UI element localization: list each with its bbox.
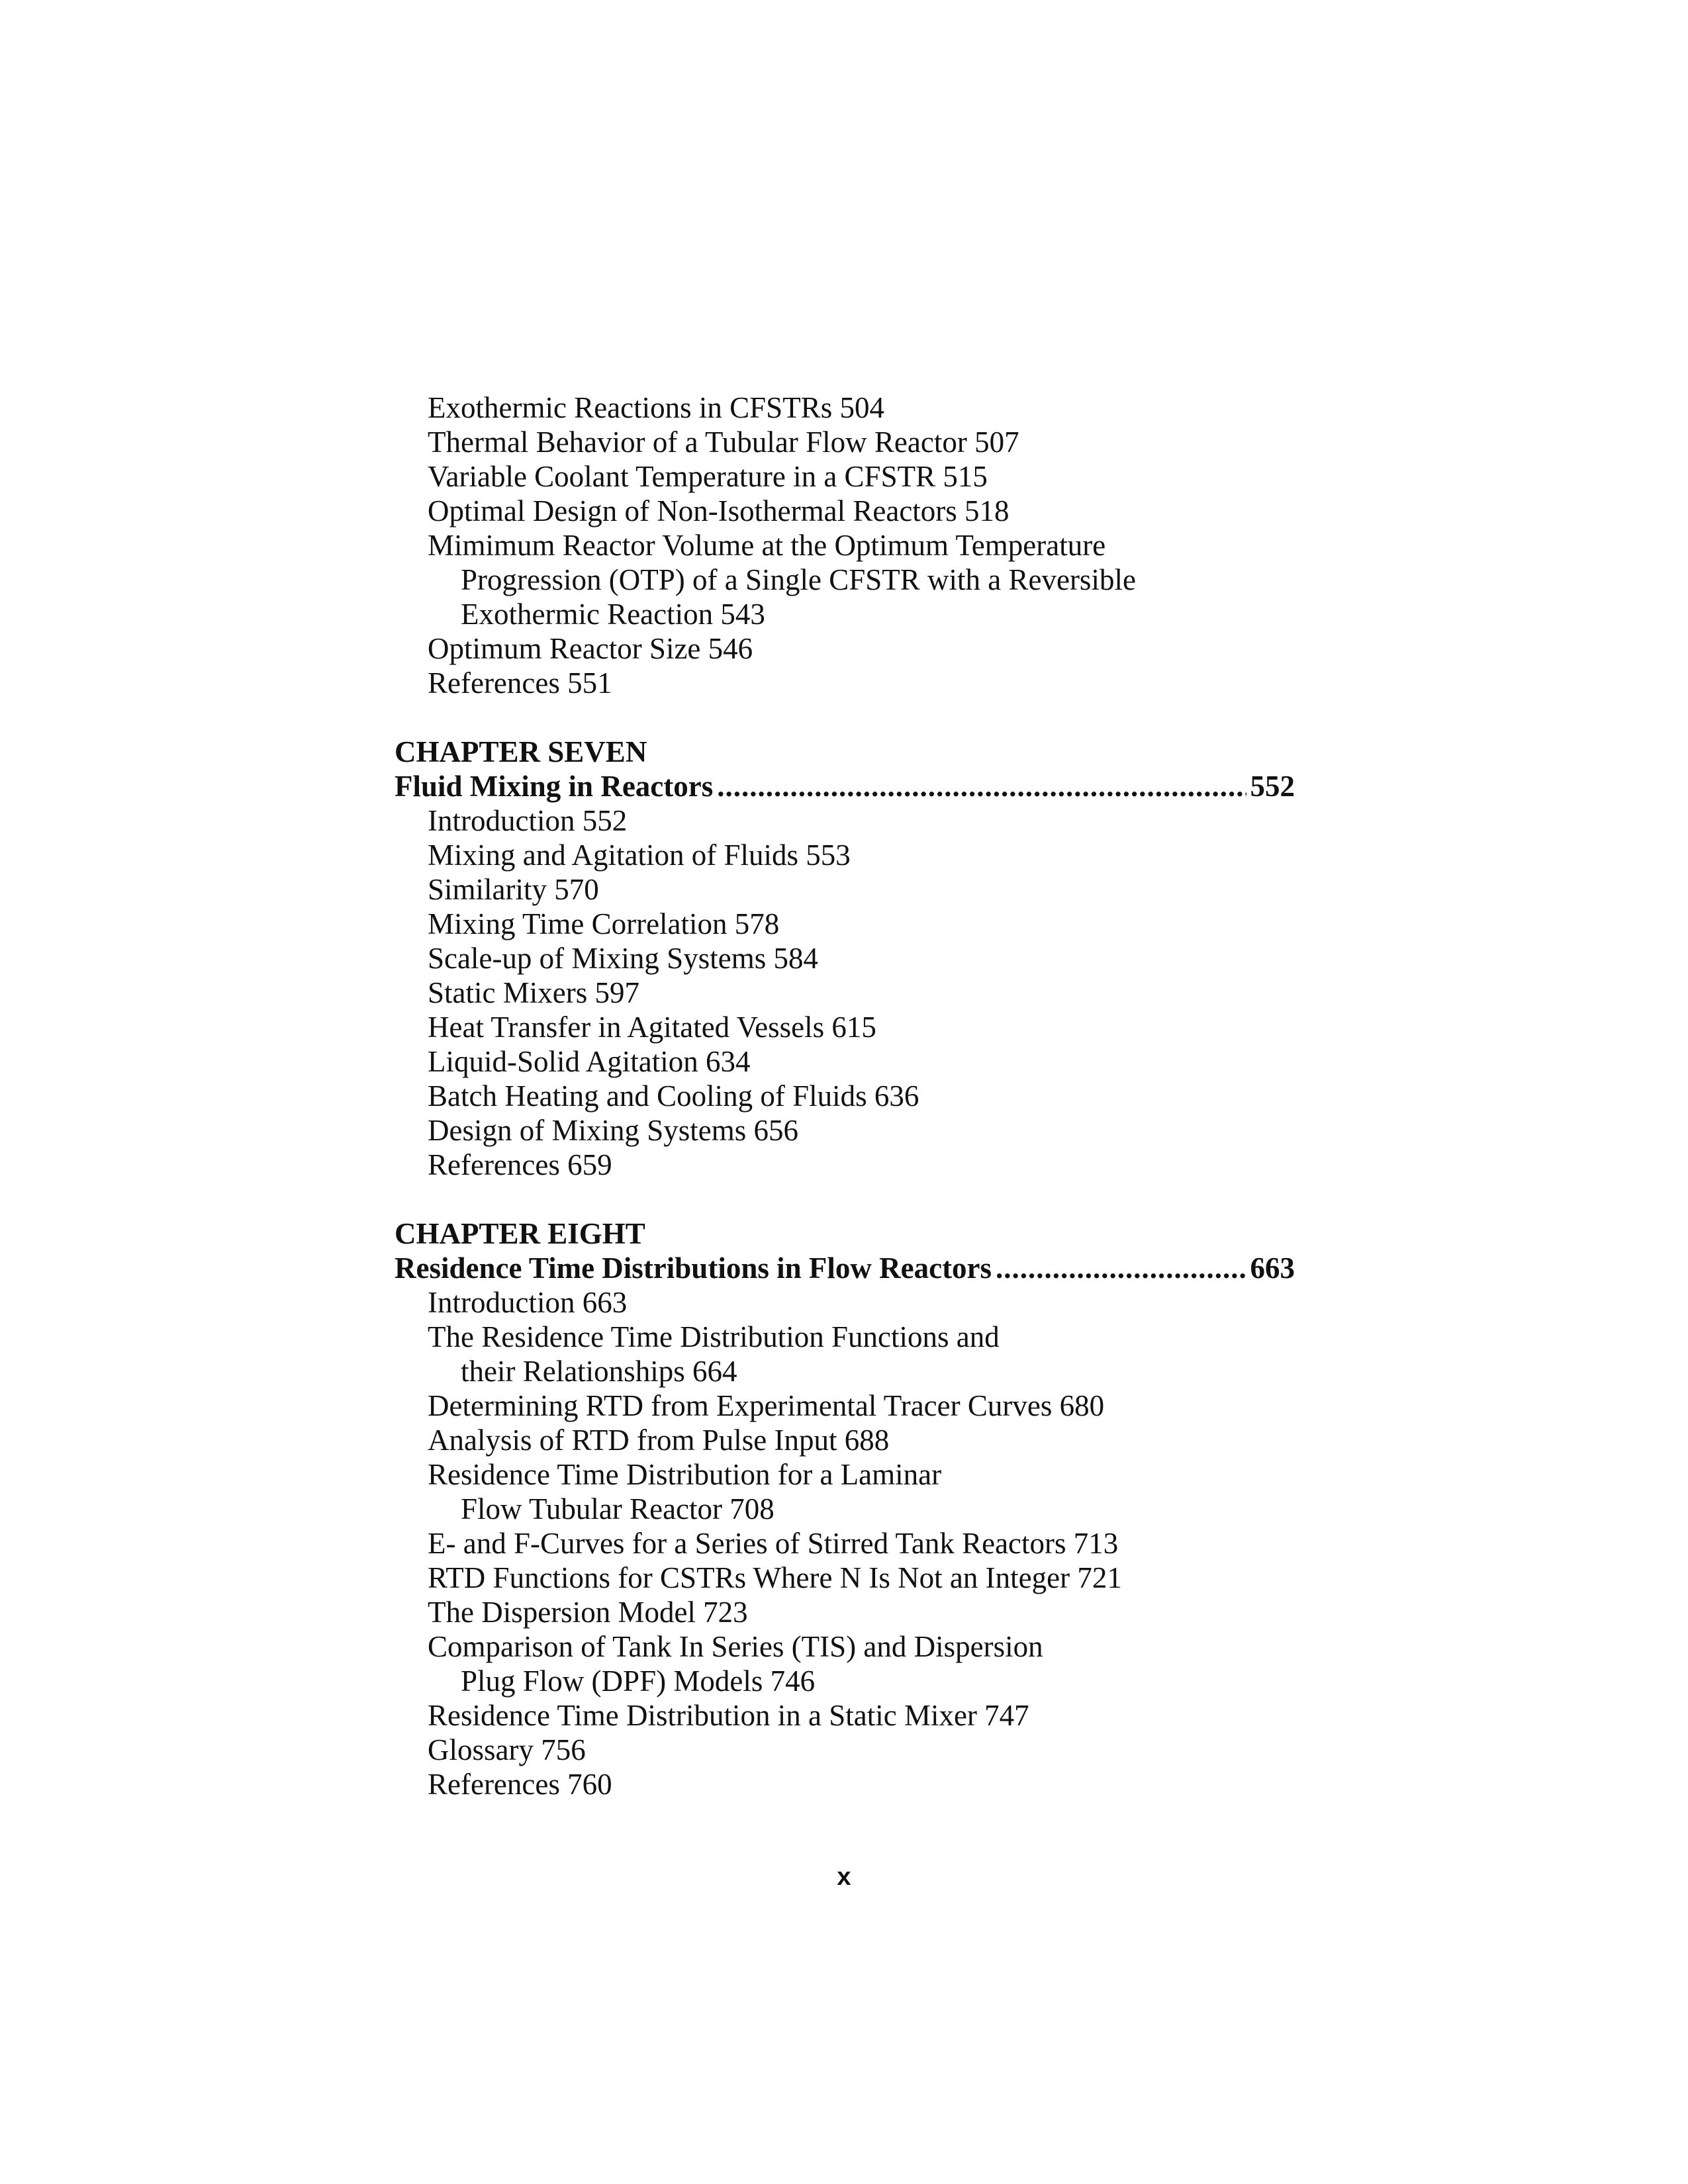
toc-entry[interactable] — [428, 1526, 1295, 1561]
toc-entry[interactable] — [428, 1010, 1295, 1044]
toc-entry-line: References 760 — [428, 1768, 612, 1801]
toc-entry-continuation: Exothermic Reaction 543 — [461, 598, 765, 631]
toc-entry[interactable] — [428, 1079, 1295, 1113]
toc-entry-line: Analysis of RTD from Pulse Input 688 — [428, 1424, 890, 1457]
toc-entry[interactable] — [428, 1595, 1295, 1629]
table-of-contents — [395, 390, 1295, 1801]
toc-entry-line: References 659 — [428, 1148, 612, 1181]
toc-entry[interactable] — [428, 1457, 1295, 1526]
chapter-seven-section — [395, 735, 1295, 1182]
toc-entry[interactable] — [428, 976, 1295, 1010]
toc-entry[interactable] — [428, 494, 1295, 528]
toc-entry[interactable] — [428, 803, 1295, 838]
chapter-label: CHAPTER SEVEN — [395, 735, 647, 768]
chapter-eight-section — [395, 1216, 1295, 1801]
toc-entry[interactable] — [428, 907, 1295, 941]
toc-entry-line: Scale-up of Mixing Systems 584 — [428, 942, 818, 975]
toc-entry[interactable] — [428, 1285, 1295, 1320]
toc-entry-line: Residence Time Distribution in a Static Mixer 747 — [428, 1699, 1029, 1732]
toc-entry-line: Optimal Design of Non-Isothermal Reactors 518 — [428, 494, 1009, 527]
toc-entry[interactable] — [428, 1044, 1295, 1079]
toc-entry-line: Determining RTD from Experimental Tracer Curves 680 — [428, 1389, 1105, 1422]
toc-entry[interactable] — [428, 1320, 1295, 1388]
toc-entry-line: Optimum Reactor Size 546 — [428, 632, 753, 665]
chapter-title: Residence Time Distributions in Flow Reactors — [395, 1251, 992, 1285]
chapter-page-number: 663 — [1250, 1251, 1295, 1285]
toc-entry[interactable] — [428, 941, 1295, 976]
toc-entry-line: Batch Heating and Cooling of Fluids 636 — [428, 1079, 919, 1113]
toc-entry-line: Residence Time Distribution for a Laminar — [428, 1458, 942, 1491]
toc-entry-line: Mixing Time Correlation 578 — [428, 907, 780, 940]
dot-leader — [996, 1251, 1246, 1285]
toc-entry-line: Design of Mixing Systems 656 — [428, 1114, 799, 1147]
toc-entry-line: References 551 — [428, 666, 612, 700]
toc-entry[interactable] — [428, 425, 1295, 459]
toc-entry-line: Introduction 663 — [428, 1286, 628, 1319]
toc-entry-line: The Dispersion Model 723 — [428, 1596, 748, 1629]
toc-entry-line: Glossary 756 — [428, 1733, 586, 1766]
chapter-entries — [395, 803, 1295, 1182]
toc-entry[interactable] — [428, 1388, 1295, 1423]
toc-entry[interactable] — [428, 1423, 1295, 1457]
toc-entry-line: Introduction 552 — [428, 804, 628, 837]
dot-leader — [717, 769, 1246, 803]
chapter-label: CHAPTER EIGHT — [395, 1217, 645, 1250]
toc-entry[interactable] — [428, 1148, 1295, 1182]
toc-entry-line: The Residence Time Distribution Functions and — [428, 1320, 1000, 1353]
toc-entry-continuation: Plug Flow (DPF) Models 746 — [461, 1664, 816, 1698]
toc-entry[interactable] — [428, 872, 1295, 907]
toc-entry[interactable] — [428, 666, 1295, 700]
toc-entry-line: Variable Coolant Temperature in a CFSTR 515 — [428, 460, 988, 493]
toc-entry[interactable] — [428, 1113, 1295, 1148]
toc-entry-line: Static Mixers 597 — [428, 976, 639, 1009]
toc-entry-line: Thermal Behavior of a Tubular Flow Reactor 507 — [428, 426, 1019, 459]
toc-entry[interactable] — [428, 1733, 1295, 1767]
toc-entry-line: RTD Functions for CSTRs Where N Is Not an Integer 721 — [428, 1561, 1122, 1594]
toc-entry[interactable] — [428, 631, 1295, 666]
toc-entry-continuation: Flow Tubular Reactor 708 — [461, 1492, 774, 1525]
chapter-title-row[interactable] — [395, 769, 1295, 803]
toc-entry-continuation: their Relationships 664 — [461, 1355, 737, 1388]
toc-entry-line: Similarity 570 — [428, 873, 599, 906]
toc-entry-line: Heat Transfer in Agitated Vessels 615 — [428, 1011, 876, 1044]
toc-entry[interactable] — [428, 390, 1295, 425]
continued-section — [395, 390, 1295, 700]
page-folio: x — [837, 1863, 851, 1891]
chapter-title-row[interactable] — [395, 1251, 1295, 1285]
toc-entry-continuation: Progression (OTP) of a Single CFSTR with a Reversible — [461, 563, 1136, 596]
toc-entry-line: E- and F-Curves for a Series of Stirred Tank Reactors 713 — [428, 1527, 1119, 1560]
toc-entry[interactable] — [428, 1629, 1295, 1698]
chapter-title: Fluid Mixing in Reactors — [395, 770, 714, 803]
toc-entry[interactable] — [428, 459, 1295, 494]
toc-entry-line: Comparison of Tank In Series (TIS) and Dispersion — [428, 1630, 1043, 1663]
toc-entry[interactable] — [428, 1767, 1295, 1801]
toc-entry[interactable] — [428, 528, 1295, 631]
toc-entry-line: Liquid-Solid Agitation 634 — [428, 1045, 751, 1078]
toc-entry-line: Mixing and Agitation of Fluids 553 — [428, 839, 851, 872]
toc-entry[interactable] — [428, 1698, 1295, 1733]
chapter-entries — [395, 1285, 1295, 1801]
toc-entry[interactable] — [428, 838, 1295, 872]
toc-entry-line: Mimimum Reactor Volume at the Optimum Temperature — [428, 529, 1106, 562]
toc-entry[interactable] — [428, 1561, 1295, 1595]
chapter-page-number: 552 — [1250, 770, 1295, 803]
toc-entry-line: Exothermic Reactions in CFSTRs 504 — [428, 391, 884, 424]
